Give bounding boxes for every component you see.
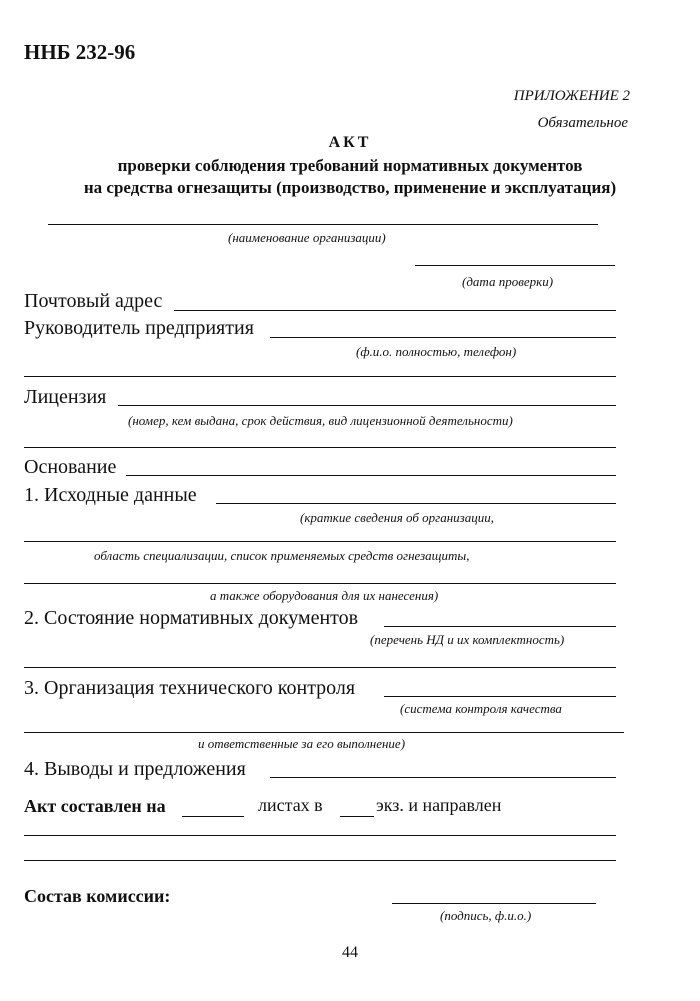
appendix-label: ПРИЛОЖЕНИЕ 2 [513, 88, 630, 104]
org-name-line[interactable] [48, 224, 598, 225]
source-data-hint-2: область специализации, список применяемых средств огнезащиты, [94, 548, 470, 563]
conclusions-label: 4. Выводы и предложения [24, 758, 246, 780]
act-subtitle-line-2: на средства огнезащиты (производство, применение и эксплуатация) [83, 178, 617, 197]
source-data-hint-1: (краткие сведения об организации, [300, 510, 494, 525]
blank-line[interactable] [24, 541, 616, 542]
signature-line[interactable] [392, 903, 596, 904]
tech-control-label: 3. Организация технического контроля [24, 677, 356, 699]
source-data-label: 1. Исходные данные [24, 484, 197, 506]
conclusions-line[interactable] [270, 777, 616, 778]
license-label: Лицензия [24, 386, 107, 408]
blank-line[interactable] [24, 376, 616, 377]
document-code: ННБ 232-96 [24, 40, 136, 64]
blank-line[interactable] [24, 447, 616, 448]
check-date-line[interactable] [415, 265, 615, 266]
manager-line[interactable] [270, 337, 616, 338]
license-line[interactable] [118, 405, 616, 406]
tech-control-hint-2: и ответственные за его выполнение) [198, 736, 406, 751]
manager-label: Руководитель предприятия [24, 317, 254, 339]
source-data-hint-3: а также оборудования для их нанесения) [210, 588, 439, 603]
act-drawn-label-3: экз. и направлен [376, 795, 502, 815]
norm-docs-hint: (перечень НД и их комплектность) [370, 632, 565, 647]
mandatory-label: Обязательное [537, 115, 628, 131]
page-number: 44 [342, 944, 358, 961]
blank-line[interactable] [24, 732, 624, 733]
act-subtitle-line-1: проверки соблюдения требований нормативных документов [117, 156, 583, 175]
signature-hint: (подпись, ф.и.о.) [440, 908, 532, 923]
norm-docs-label: 2. Состояние нормативных документов [24, 607, 359, 629]
manager-hint: (ф.и.о. полностью, телефон) [356, 344, 517, 359]
act-drawn-label-1: Акт составлен на [24, 796, 166, 816]
commission-label: Состав комиссии: [24, 886, 171, 906]
check-date-hint: (дата проверки) [462, 274, 554, 289]
source-data-line[interactable] [216, 503, 616, 504]
postal-address-label: Почтовый адрес [24, 290, 163, 312]
sheets-count-line[interactable] [182, 816, 244, 817]
copies-count-line[interactable] [340, 816, 374, 817]
blank-line[interactable] [24, 583, 616, 584]
basis-label: Основание [24, 456, 117, 478]
license-hint: (номер, кем выдана, срок действия, вид лицензионной деятельности) [128, 413, 513, 428]
org-name-hint: (наименование организации) [228, 230, 386, 245]
tech-control-line[interactable] [384, 696, 616, 697]
norm-docs-line[interactable] [384, 626, 616, 627]
act-title: АКТ [328, 134, 372, 151]
postal-address-line[interactable] [174, 310, 616, 311]
basis-line[interactable] [126, 475, 616, 476]
blank-line[interactable] [24, 860, 616, 861]
tech-control-hint-1: (система контроля качества [400, 701, 562, 716]
act-drawn-label-2: листах в [258, 795, 323, 815]
blank-line[interactable] [24, 835, 616, 836]
blank-line[interactable] [24, 667, 616, 668]
